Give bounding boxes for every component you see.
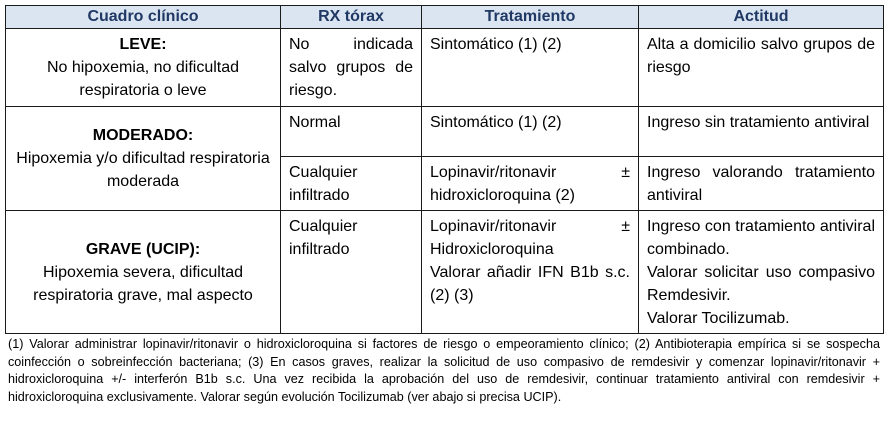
- header-rx-torax: RX tórax: [281, 6, 422, 29]
- table-row-grave: [6, 211, 884, 334]
- cell-cuadro-moderado: [6, 107, 281, 211]
- grave-tratamiento-line-2: Valorar añadir IFN B1b s.c. (2) (3): [430, 264, 630, 304]
- cell-actitud-grave: [639, 211, 884, 334]
- table-row-leve: [6, 29, 884, 107]
- cell-actitud-leve: Alta a domicilio salvo grupos de riesgo: [639, 29, 884, 107]
- cell-rx-grave: Cualquier infiltrado: [281, 211, 422, 334]
- clinical-management-table: [5, 5, 884, 334]
- cell-cuadro-grave: [6, 211, 281, 334]
- cell-rx-moderado-2: Cualquier infiltrado: [281, 157, 422, 211]
- grave-actitud-line-2: Valorar solicitar uso compasivo Remdesivir.: [647, 264, 875, 304]
- moderado-description: Hipoxemia y/o dificultad respiratoria moderada: [16, 150, 270, 190]
- leve-description: No hipoxemia, no dificultad respiratoria o leve: [46, 59, 240, 99]
- cell-actitud-moderado-1: Ingreso sin tratamiento antiviral: [639, 107, 884, 157]
- cell-rx-leve: No indicada salvo grupos de riesgo.: [281, 29, 422, 107]
- clinical-table-container: [5, 5, 883, 406]
- grave-actitud-line-3: Valorar Tocilizumab.: [647, 310, 790, 327]
- moderado-title: MODERADO:: [92, 127, 194, 144]
- cell-tratamiento-moderado-2: Lopinavir/ritonavir ± hidroxicloroquina (2): [422, 157, 639, 211]
- cell-tratamiento-leve: Sintomático (1) (2): [422, 29, 639, 107]
- header-tratamiento: Tratamiento: [422, 6, 639, 29]
- cell-rx-moderado-1: Normal: [281, 107, 422, 157]
- header-cuadro-clinico: Cuadro clínico: [6, 6, 281, 29]
- grave-actitud-line-1: Ingreso con tratamiento antiviral combinado.: [647, 218, 875, 258]
- table-footnote: (1) Valorar administrar lopinavir/ritonavir o hidroxicloroquina si factores de riesgo o empeoramiento clínico; (2) Antibioterapia empírica si se sospecha coinfección o sobreinfección bacteriana; (3) En casos graves, realizar la solicitud de uso compasivo de remdesivir y comenzar lopinavir/ritonavir + hidroxicloroquina +/- interferón B1b s.c. Una vez recibida la aprobación del uso de remdesivir, continuar tratamiento antiviral con remdesivir + hidroxicloroquina exclusivamente. Valorar según evolución Tocilizumab (ver abajo si precisa UCIP).: [8, 337, 880, 404]
- grave-description: Hipoxemia severa, dificultad respiratoria grave, mal aspecto: [33, 263, 253, 304]
- table-row-moderado-1: [6, 107, 884, 157]
- grave-title: GRAVE (UCIP):: [85, 240, 201, 258]
- cell-tratamiento-grave: [422, 211, 639, 334]
- grave-tratamiento-line-1: Lopinavir/ritonavir ± Hidroxicloroquina: [430, 218, 630, 258]
- leve-title: LEVE:: [119, 36, 167, 53]
- cell-actitud-moderado-2: Ingreso valorando tratamiento antiviral: [639, 157, 884, 211]
- cell-cuadro-leve: [6, 29, 281, 107]
- header-actitud: Actitud: [639, 6, 884, 29]
- cell-tratamiento-moderado-1: Sintomático (1) (2): [422, 107, 639, 157]
- table-header-row: [6, 6, 884, 29]
